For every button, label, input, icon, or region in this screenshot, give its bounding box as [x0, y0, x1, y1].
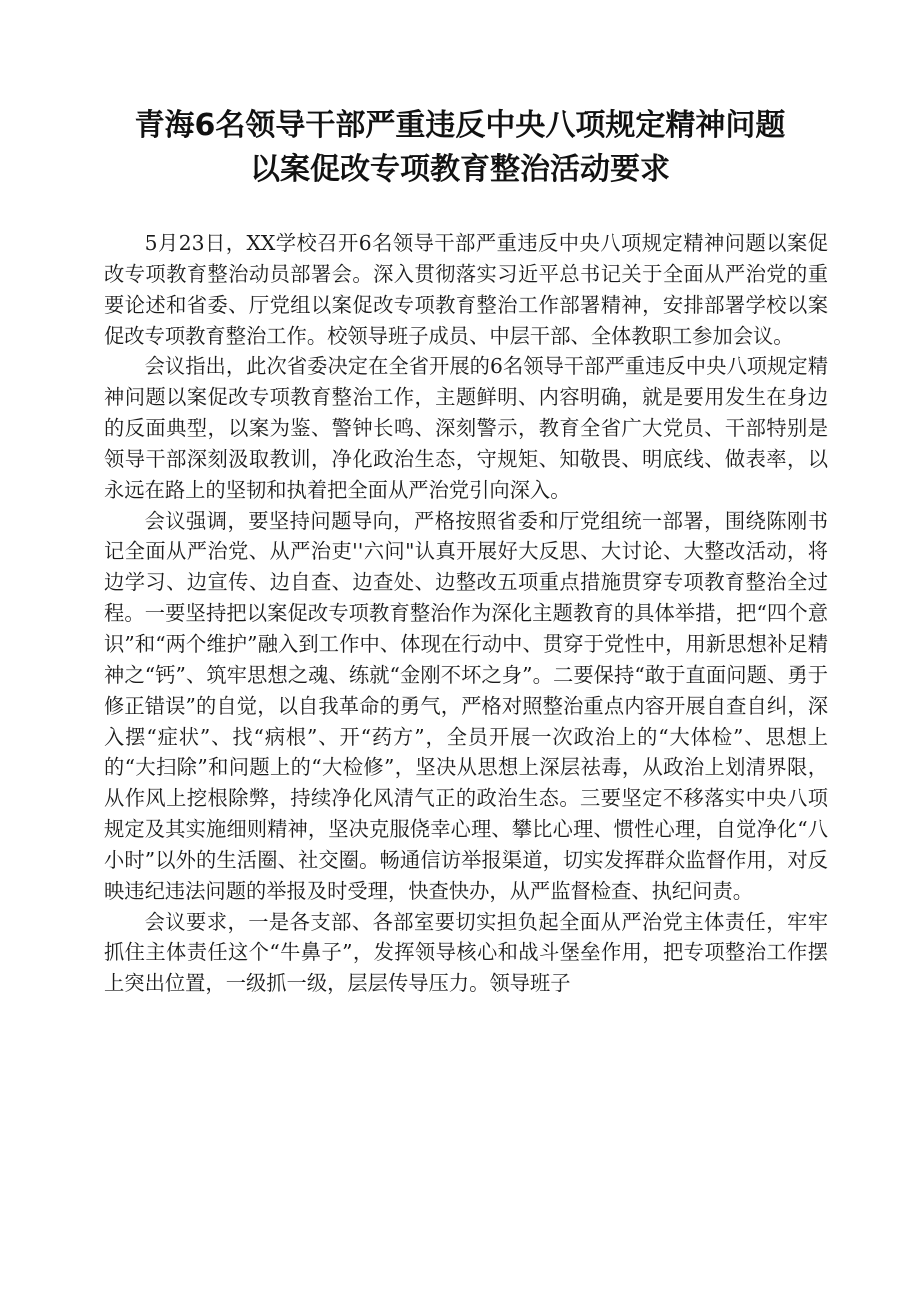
document-title-line-2: 以案促改专项教育整治活动要求 [250, 152, 670, 187]
document-title-line-1: 青海6名领导干部严重违反中央八项规定精神问题 [134, 108, 786, 143]
paragraph-meeting-points: 会议指出，此次省委决定在全省开展的6名领导干部严重违反中央八项规定精神问题以案促改专项教育整治工作，主题鲜明、内容明确，就是要用发生在身边的反面典型，以案为鉴、警钟长鸣、深刻警示，教育全省广大党员、干部特别是领导干部深刻汲取教训，净化政治生态，守规矩、知敬畏、明底线、做表率，以永远在路上的坚韧和执着把全面从严治党引向深入。 [104, 354, 828, 502]
paragraph-meeting-requirements: 会议要求，一是各支部、各部室要切实担负起全面从严治党主体责任，牢牢抓住主体责任这个“牛鼻子”，发挥领导核心和战斗堡垒作用，把专项整治工作摆上突出位置，一级抓一级，层层传导压力。领导班子 [104, 909, 828, 996]
document-body [104, 228, 828, 999]
paragraph-meeting-emphasis: 会议强调，要坚持问题导向，严格按照省委和厅党组统一部署，围绕陈刚书记全面从严治党、从严治吏''六问"认真开展好大反思、大讨论、大整改活动，将边学习、边宣传、边自查、边查处、边整改五项重点措施贯穿专项教育整治全过程。一要坚持把以案促改专项教育整治作为深化主题教育的具体举措，把“四个意识”和“两个维护”融入到工作中、体现在行动中、贯穿于党性中，用新思想补足精神之“钙”、筑牢思想之魂、练就“金刚不坏之身”。二要保持“敢于直面问题、勇于修正错误”的自觉，以自我革命的勇气，严格对照整治重点内容开展自查自纠，深入摆“症状”、找“病根”、开“药方”，全员开展一次政治上的“大体检”、思想上的“大扫除”和问题上的“大检修”，坚决从思想上深层祛毒，从政治上划清界限，从作风上挖根除弊，持续净化风清气正的政治生态。三要坚定不移落实中央八项规定及其实施细则精神，坚决克服侥幸心理、攀比心理、惯性心理，自觉净化“八小时”以外的生活圈、社交圈。畅通信访举报渠道，切实发挥群众监督作用，对反映违纪违法问题的举报及时受理，快查快办，从严监督检查、执纪问责。 [104, 508, 828, 903]
paragraph-meeting-intro: 5月23日，XX学校召开6名领导干部严重违反中央八项规定精神问题以案促改专项教育整治动员部署会。深入贯彻落实习近平总书记关于全面从严治党的重要论述和省委、厅党组以案促改专项教育整治工作部署精神，安排部署学校以案促改专项教育整治工作。校领导班子成员、中层干部、全体教职工参加会议。 [104, 231, 828, 348]
